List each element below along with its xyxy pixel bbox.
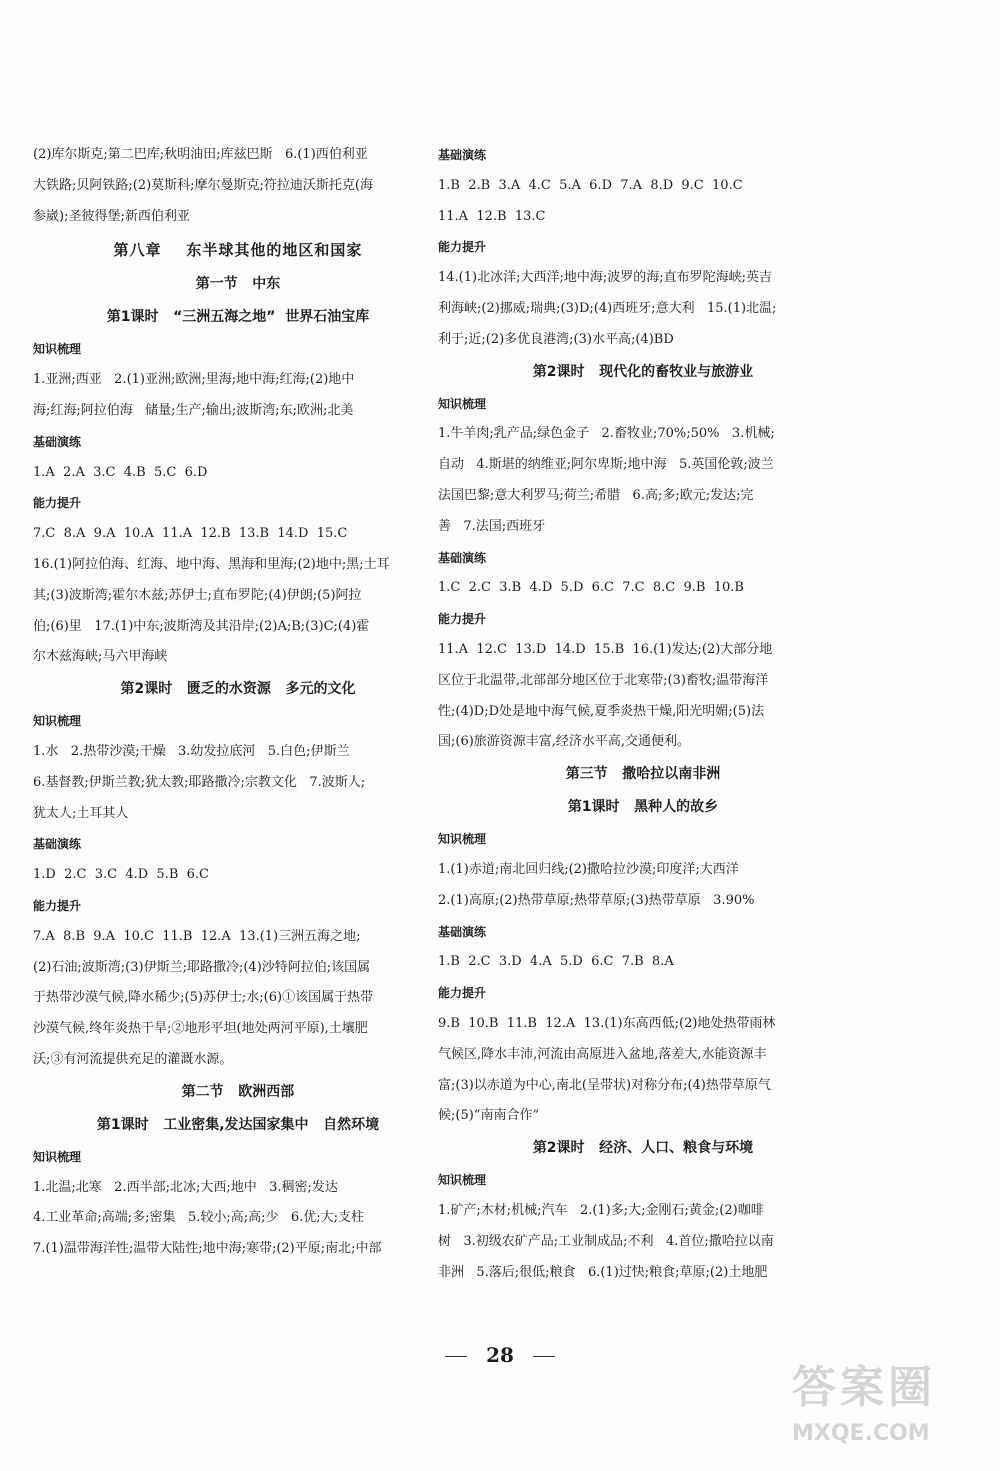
- text-line: 善 7.法国;西班牙: [438, 518, 546, 534]
- chapter-title: 第八章 东半球其他的地区和国家: [113, 241, 363, 260]
- lesson-title: 第1课时 工业密集,发达国家集中 自然环境: [96, 1116, 380, 1133]
- category-label: 能力提升: [438, 612, 487, 627]
- category-label: 基础演练: [438, 550, 487, 565]
- text-line: 气候区,降水丰沛,河流由高原进入盆地,落差大,水能资源丰: [438, 1046, 767, 1062]
- section-title: 第二节 欧洲西部: [181, 1083, 295, 1100]
- text-line: 1.C 2.C 3.B 4.D 5.D 6.C 7.C 8.C 9.B 10.B: [438, 580, 744, 596]
- category-label: 能力提升: [33, 898, 82, 913]
- text-line: 海;红海;阿拉伯海 储量;生产;输出;波斯湾;东;欧洲;北美: [33, 402, 354, 418]
- text-line: 大铁路;贝阿铁路;(2)莫斯科;摩尔曼斯克;符拉迪沃斯托克(海: [33, 177, 374, 193]
- category-label: 基础演练: [33, 837, 82, 852]
- lesson-title: 第1课时 “三洲五海之地” 世界石油宝库: [106, 309, 370, 326]
- category-label: 能力提升: [33, 496, 82, 511]
- text-line: 区位于北温带,北部部分地区位于北寒带;(3)畜牧;温带海洋: [438, 672, 769, 688]
- text-line: 于热带沙漠气候,降水稀少;(5)苏伊士;水;(6)①该国属于热带: [33, 990, 374, 1006]
- text-line: 7.(1)温带海洋性;温带大陆性;地中海;寒带;(2)平原;南北;中部: [33, 1241, 382, 1257]
- text-line: 1.B 2.B 3.A 4.C 5.A 6.D 7.A 8.D 9.C 10.C: [438, 177, 743, 193]
- right-column: [438, 140, 848, 1288]
- category-label: 能力提升: [438, 240, 487, 255]
- text-line: 1.A 2.A 3.C 4.B 5.C 6.D: [33, 464, 208, 480]
- lesson-title: 第2课时 匮乏的水资源 多元的文化: [120, 681, 356, 698]
- text-line: 沃;③有河流提供充足的灌溉水源。: [33, 1051, 233, 1067]
- text-line: 利海峡;(2)挪威;瑞典;(3)D;(4)西班牙;意大利 15.(1)北温;: [438, 300, 777, 316]
- section-title: 第三节 撒哈拉以南非洲: [565, 766, 721, 783]
- text-line: 16.(1)阿拉伯海、红海、地中海、黑海和里海;(2)地中;黑;土耳: [33, 556, 390, 572]
- text-line: 11.A 12.C 13.D 14.D 15.B 16.(1)发达;(2)大部分地: [438, 641, 773, 657]
- category-label: 知识梳理: [438, 396, 487, 411]
- text-line: 富;(3)以赤道为中心,南北(呈带状)对称分布;(4)热带草原气: [438, 1077, 771, 1093]
- text-line: 1.水 2.热带沙漠;干燥 3.幼发拉底河 5.白色;伊斯兰: [33, 743, 350, 759]
- category-label: 能力提升: [438, 986, 487, 1001]
- lesson-title: 第2课时 现代化的畜牧业与旅游业: [532, 363, 754, 380]
- lesson-title: 第2课时 经济、人口、粮食与环境: [532, 1140, 754, 1157]
- text-line: 1.北温;北寒 2.西半部;北冰;大西;地中 3.稠密;发达: [33, 1179, 338, 1195]
- text-line: 树 3.初级农矿产品;工业制成品;不利 4.首位;撒哈拉以南: [438, 1233, 774, 1249]
- footer-rule-left: [445, 1356, 467, 1357]
- text-line: 1.B 2.C 3.D 4.A 5.D 6.C 7.B 8.A: [438, 954, 674, 970]
- text-line: 1.亚洲;西亚 2.(1)亚洲;欧洲;里海;地中海;红海;(2)地中: [33, 372, 355, 388]
- category-label: 知识梳理: [33, 342, 82, 357]
- text-line: 非洲 5.落后;很低;粮食 6.(1)过快;粮食;草原;(2)土地肥: [438, 1264, 768, 1280]
- footer-rule-right: [533, 1356, 555, 1357]
- text-line: 4.工业革命;高端;多;密集 5.较小;高;高;少 6.优;大;支柱: [33, 1210, 365, 1226]
- text-line: 2.(1)高原;(2)热带草原;热带草原;(3)热带草原 3.90%: [438, 892, 755, 908]
- text-line: (2)库尔斯克;第二巴库;秋明油田;库兹巴斯 6.(1)西伯利亚: [33, 147, 368, 162]
- text-line: (2)石油;波斯湾;(3)伊斯兰;耶路撒冷;(4)沙特阿拉伯;该国属: [33, 959, 371, 975]
- category-label: 基础演练: [33, 434, 82, 449]
- watermark-site: MXQE.COM: [792, 1421, 930, 1446]
- category-label: 知识梳理: [438, 832, 487, 847]
- text-line: 国;(6)旅游资源丰富,经济水平高,交通便利。: [438, 734, 691, 750]
- section-title: 第一节 中东: [195, 276, 281, 293]
- page-number: 28: [486, 1343, 514, 1367]
- left-column: [33, 140, 443, 1265]
- watermark-glyphs: 答案圈: [792, 1362, 936, 1413]
- category-label: 基础演练: [438, 148, 487, 162]
- text-line: 参崴);圣彼得堡;新西伯利亚: [33, 208, 190, 224]
- category-label: 知识梳理: [33, 1149, 82, 1164]
- lesson-title: 第1课时 黑种人的故乡: [567, 799, 719, 816]
- text-line: 7.C 8.A 9.A 10.A 11.A 12.B 13.B 14.D 15.C: [33, 526, 348, 542]
- text-line: 1.矿产;木材;机械;汽车 2.(1)多;大;金刚石;黄金;(2)咖啡: [438, 1202, 764, 1218]
- text-line: 1.牛羊肉;乳产品;绿色金子 2.畜牧业;70%;50% 3.机械;: [438, 426, 775, 442]
- text-line: 犹太人;土耳其人: [33, 805, 129, 821]
- text-line: 14.(1)北冰洋;大西洋;地中海;波罗的海;直布罗陀海峡;英吉: [438, 270, 772, 286]
- watermark-logo: [792, 1351, 972, 1461]
- text-line: 法国巴黎;意大利罗马;荷兰;希腊 6.高;多;欧元;发达;完: [438, 487, 754, 503]
- text-line: 6.基督教;伊斯兰教;犹太教;耶路撒冷;宗教文化 7.波斯人;: [33, 774, 366, 790]
- answer-block: [33, 140, 443, 232]
- text-line: 其;(3)波斯湾;霍尔木兹;苏伊士;直布罗陀;(4)伊朗;(5)阿拉: [33, 587, 362, 603]
- text-line: 1.D 2.C 3.C 4.D 5.B 6.C: [33, 867, 209, 883]
- text-line: 利于;近;(2)多优良港湾;(3)水平高;(4)BD: [438, 331, 674, 347]
- text-line: 11.A 12.B 13.C: [438, 208, 546, 224]
- text-line: 1.(1)赤道;南北回归线;(2)撒哈拉沙漠;印度洋;大西洋: [438, 861, 739, 877]
- category-label: 知识梳理: [438, 1173, 487, 1188]
- text-line: 自动 4.斯堪的纳维亚;阿尔卑斯;地中海 5.英国伦敦;波兰: [438, 457, 774, 473]
- text-line: 候;(5)“南南合作”: [438, 1108, 540, 1124]
- text-line: 伯;(6)里 17.(1)中东;波斯湾及其沿岸;(2)A;B;(3)C;(4)霍: [33, 618, 370, 634]
- text-line: 9.B 10.B 11.B 12.A 13.(1)东高西低;(2)地处热带雨林: [438, 1015, 776, 1031]
- category-label: 知识梳理: [33, 714, 82, 729]
- text-line: 7.A 8.B 9.A 10.C 11.B 12.A 13.(1)三洲五海之地;: [33, 928, 361, 944]
- text-line: 尔木兹海峡;马六甲海峡: [33, 649, 168, 665]
- category-label: 基础演练: [438, 924, 487, 939]
- text-line: 性;(4)D;D处是地中海气候,夏季炎热干燥,阳光明媚;(5)法: [438, 703, 765, 719]
- text-line: 沙漠气候,终年炎热干旱;②地形平坦(地处两河平原),土壤肥: [33, 1021, 368, 1037]
